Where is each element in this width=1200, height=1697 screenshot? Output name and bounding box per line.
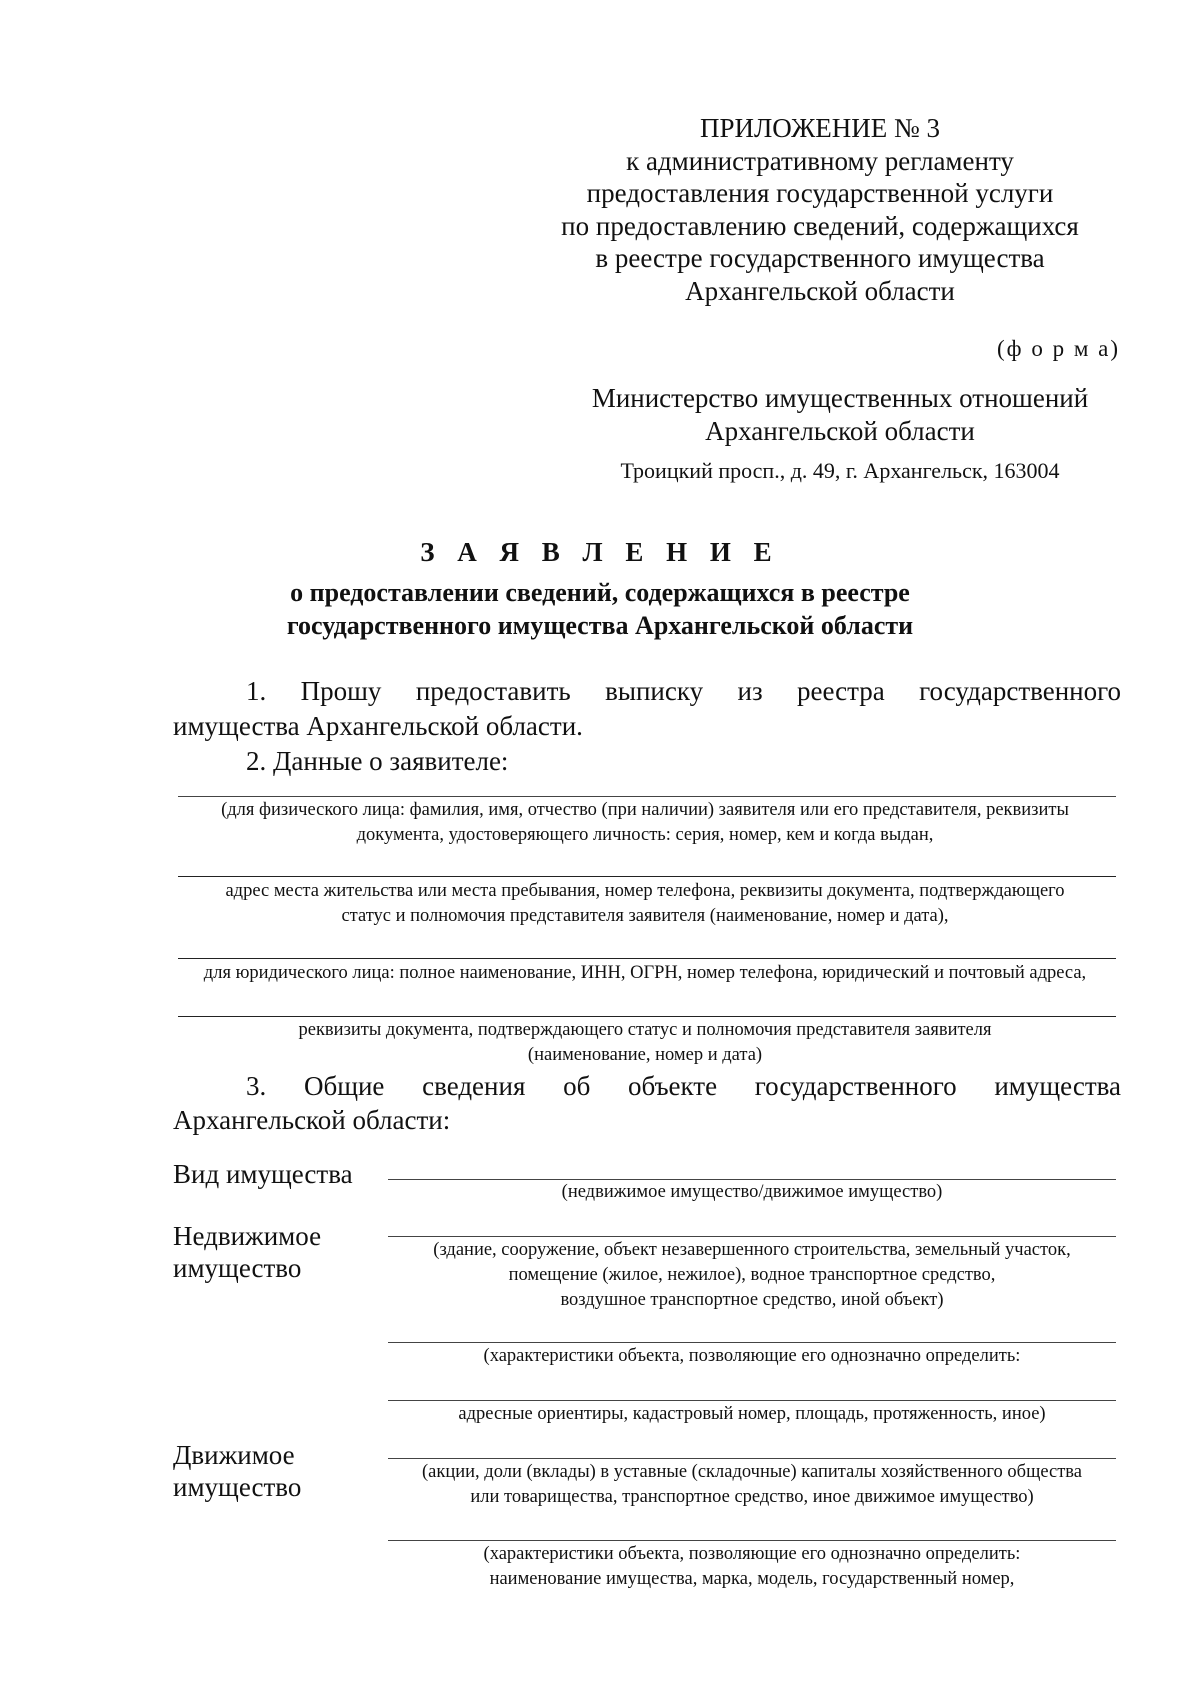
addressee-block [560,382,1120,487]
property-type-label: Вид имущества [173,1159,353,1189]
caption-line: (характеристики объекта, позволяющие его однозначно определить: [483,1544,1021,1564]
label-line: имущество [173,1253,302,1283]
subtitle-line: о предоставлении сведений, содержащихся в реестре [290,578,910,607]
caption-line: (наименование, номер и дата) [527,1045,763,1065]
real-estate-label [173,1220,321,1284]
movable-type-field[interactable] [388,1458,1116,1459]
caption-line: воздушное транспортное средство, иной объект) [560,1290,944,1310]
caption-line: (здание, сооружение, объект незавершенного строительства, земельный участок, [433,1240,1071,1260]
real-estate-characteristics-field-2[interactable] [388,1400,1116,1401]
ministry-name: Министерство имущественных отношений [591,383,1089,413]
applicant-name-field[interactable] [178,796,1116,797]
appendix-line: предоставления государственной услуги [586,178,1054,208]
authority-document-field[interactable] [178,1016,1116,1017]
appendix-line: к административному регламенту [626,145,1014,176]
label-line: Недвижимое [173,1221,322,1251]
section-1-line1: 1. Прошу предоставить выписку из реестра государственного [246,676,1121,706]
applicant-caption-1 [150,798,1140,848]
real-estate-type-field[interactable] [388,1236,1116,1237]
movable-char-caption [388,1542,1116,1592]
caption-line: наименование имущества, марка, модель, государственный номер, [489,1569,1015,1589]
real-estate-characteristics-field-1[interactable] [388,1342,1116,1343]
real-estate-char-caption-2: адресные ориентиры, кадастровый номер, площадь, протяженность, иное) [458,1404,1046,1424]
appendix-line: по предоставлению сведений, содержащихся [561,210,1079,241]
appendix-line: в реестре государственного имущества [595,243,1045,273]
ministry-region: Архангельской области [705,416,975,446]
subtitle-line: государственного имущества Архангельской области [286,611,914,640]
caption-line: помещение (жилое, нежилое), водное транспортное средство, [508,1265,996,1285]
legal-entity-field[interactable] [178,958,1116,959]
document-subtitle [100,576,1100,642]
document-title: З А Я В Л Е Н И Е [420,537,780,567]
movable-characteristics-field[interactable] [388,1540,1116,1541]
ministry-address: Троицкий просп., д. 49, г. Архангельск, 163004 [620,458,1060,483]
applicant-caption-3: для юридического лица: полное наименование, ИНН, ОГРН, номер телефона, юридический и почтовый адреса, [203,963,1087,983]
movable-label [173,1439,301,1503]
label-line: Движимое [173,1440,295,1470]
real-estate-char-caption: (характеристики объекта, позволяющие его однозначно определить: [483,1346,1021,1366]
caption-line: документа, удостоверяющего личность: серия, номер, кем и когда выдан, [356,825,934,845]
applicant-caption-4 [150,1018,1140,1068]
applicant-address-field[interactable] [178,876,1116,877]
caption-line: (акции, доли (вклады) в уставные (складочные) капиталы хозяйственного общества [421,1462,1083,1482]
section-1-line2: имущества Архангельской области. [173,711,583,741]
form-marker: (ф о р м а) [997,336,1120,361]
label-line: имущество [173,1472,302,1502]
appendix-number: ПРИЛОЖЕНИЕ № 3 [699,113,941,143]
real-estate-caption [388,1238,1116,1313]
caption-line: или товарищества, транспортное средство, иное движимое имущество) [470,1487,1034,1507]
property-type-caption: (недвижимое имущество/движимое имущество) [561,1182,943,1202]
caption-line: (для физического лица: фамилия, имя, отчество (при наличии) заявителя или его представителя, реквизиты [221,800,1069,820]
section-2-heading: 2. Данные о заявителе: [246,746,509,776]
section-3-line2: Архангельской области: [173,1105,451,1135]
section-3-line1: 3. Общие сведения об объекте государственного имущества [246,1071,1121,1101]
applicant-caption-2 [150,879,1140,929]
caption-line: реквизиты документа, подтверждающего статус и полномочия представителя заявителя [298,1020,992,1040]
movable-caption [388,1460,1116,1510]
caption-line: адрес места жительства или места пребывания, номер телефона, реквизиты документа, подтверждающего [225,881,1065,901]
caption-line: статус и полномочия представителя заявителя (наименование, номер и дата), [341,906,949,926]
appendix-header [520,112,1120,307]
appendix-line: Архангельской области [685,275,955,306]
